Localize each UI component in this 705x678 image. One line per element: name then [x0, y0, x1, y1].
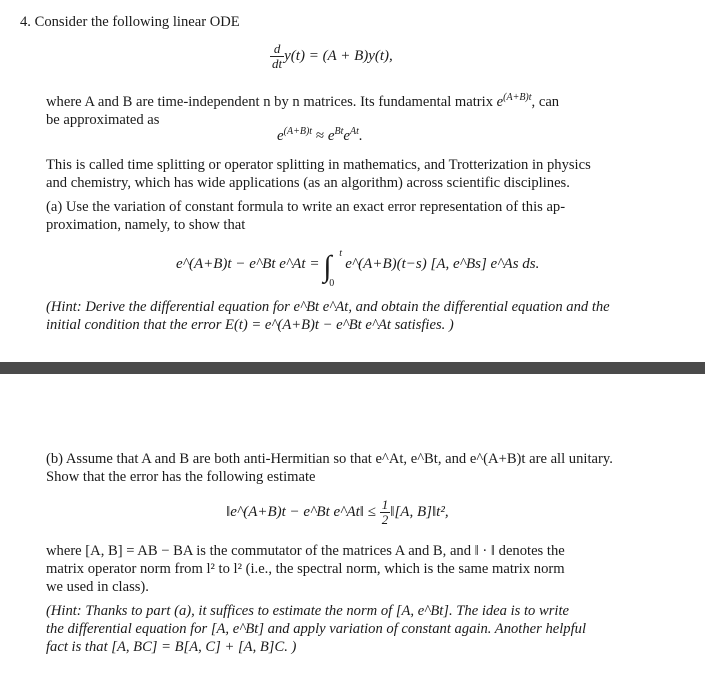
- problem-intro: Consider the following linear ODE: [34, 14, 240, 30]
- where-line-1-text: where A and B are time-independent n by n matrices. Its fundamental matrix: [46, 94, 493, 110]
- part-b-hint-2: the differential equation for [A, e^Bt] and apply variation of constant again. Another helpful: [46, 621, 586, 637]
- ode-frac-num: d: [270, 42, 284, 57]
- part-b-line-1: (b) Assume that A and B are both anti-Hermitian so that e^At, e^Bt, and e^(A+B)t are all unitary.: [46, 451, 613, 467]
- est-rhs: ‖[A, B]‖t²,: [390, 503, 449, 520]
- where-line-1-end: , can: [531, 94, 560, 110]
- ode-body: y(t) = (A + B)y(t),: [284, 47, 393, 64]
- called-line-1: This is called time splitting or operator splitting in mathematics, and Trotterization in physics: [46, 157, 591, 173]
- part-a-line-2: proximation, namely, to show that: [46, 217, 246, 233]
- part-b-hint-1: (Hint: Thanks to part (a), it suffices to estimate the norm of [A, e^Bt]. The idea is to write: [46, 603, 569, 619]
- ode-derivative: [270, 42, 284, 71]
- fund-matrix: [497, 94, 532, 110]
- page-separator: [0, 362, 705, 374]
- est-frac: [380, 498, 391, 527]
- where-line-2: be approximated as: [46, 112, 160, 128]
- part-b-where-1: where [A, B] = AB − BA is the commutator of the matrices A and B, and ‖ · ‖ denotes the: [46, 543, 565, 559]
- approx-rhs-b-sup: At: [350, 126, 359, 137]
- est-frac-den: 2: [381, 512, 389, 527]
- part-a-line-1: (a) Use the variation of constant formula to write an exact error representation of this ap-: [46, 199, 566, 215]
- int-lower: 0: [329, 278, 335, 289]
- eq-lhs: e^(A+B)t − e^Bt e^At =: [176, 256, 320, 272]
- approx-rhs-b: e: [343, 128, 351, 144]
- approx-lhs: e: [277, 128, 284, 144]
- est-frac-num: 1: [381, 497, 389, 512]
- part-b-where-2: matrix operator norm from l² to l² (i.e., the spectral norm, which is the same matrix norm: [46, 561, 565, 577]
- approx-rhs-a-sup: Bt: [334, 126, 344, 137]
- problem-heading: [20, 13, 240, 31]
- fund-matrix-base: e: [496, 94, 504, 110]
- int-upper: t: [339, 248, 342, 259]
- part-a-hint-2: initial condition that the error E(t) = e^(A+B)t − e^Bt e^At satisfies. ): [46, 317, 454, 333]
- approx-lhs-sup: (A+B)t: [283, 126, 313, 137]
- approx-end: .: [358, 128, 363, 144]
- approx-rel: ≈: [315, 128, 325, 144]
- error-estimate: [226, 498, 449, 527]
- part-b-hint-3: fact is that [A, BC] = B[A, C] + [A, B]C. ): [46, 639, 297, 655]
- where-line-1: [46, 93, 559, 111]
- ode-equation: [270, 42, 393, 71]
- est-lhs: ‖e^(A+B)t − e^Bt e^At‖ ≤: [226, 503, 376, 520]
- fund-matrix-sup: (A+B)t: [503, 92, 532, 103]
- approx-equation: [277, 128, 363, 145]
- error-representation: [176, 248, 540, 289]
- part-a-hint-1: (Hint: Derive the differential equation for e^Bt e^At, and obtain the differential equation and the: [46, 299, 610, 315]
- problem-number: 4.: [20, 14, 31, 30]
- ode-frac-den: dt: [272, 56, 283, 71]
- approx-rhs-a: e: [327, 128, 335, 144]
- integral-sign: ∫ t 0: [323, 248, 342, 289]
- eq-rhs: e^(A+B)(t−s) [A, e^Bs] e^As ds.: [345, 256, 540, 272]
- part-b-line-2: Show that the error has the following estimate: [46, 469, 316, 485]
- page-bottom: [0, 374, 705, 678]
- part-b-where-3: we used in class).: [46, 579, 149, 595]
- called-line-2: and chemistry, which has wide applications (as an algorithm) across scientific disciplines.: [46, 175, 570, 191]
